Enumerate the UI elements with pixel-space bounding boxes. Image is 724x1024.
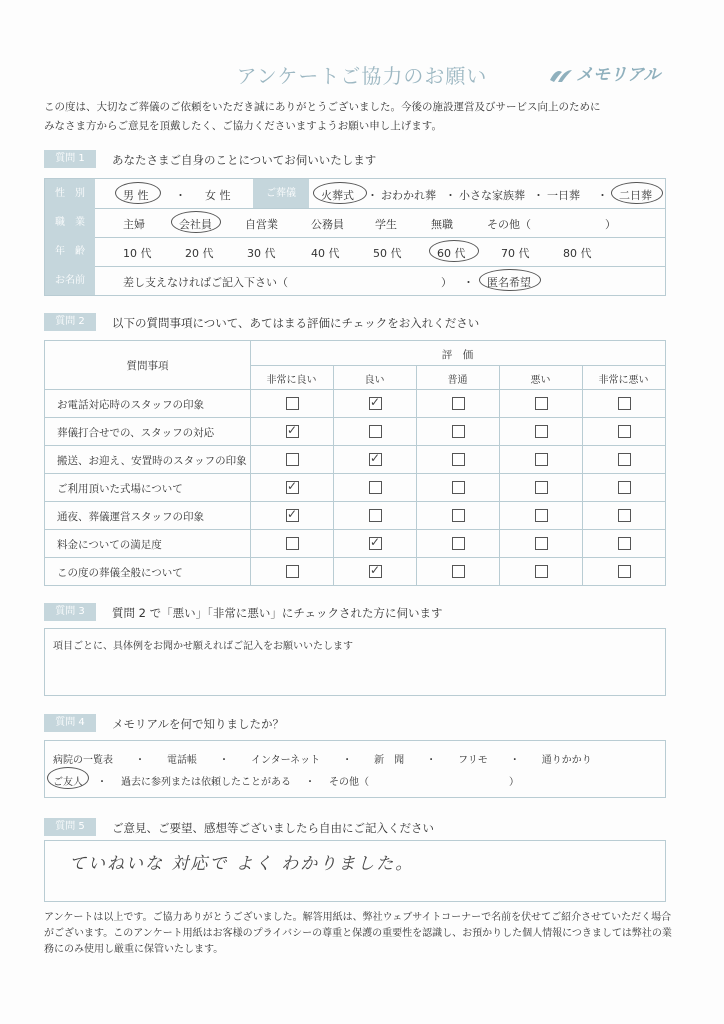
separator: ・ xyxy=(219,755,229,766)
q1-question: あなたさまご自身のことについてお伺いいたします xyxy=(112,153,377,167)
gender-male[interactable]: 男 性 xyxy=(123,189,149,202)
q2-checkbox[interactable] xyxy=(369,537,382,550)
q2-row-label: 料金についての満足度 xyxy=(57,539,162,551)
footer-line-1: アンケートは以上です。ご協力ありがとうございました。解答用紙は、弊社ウェブサイトコーナーで名前を伏せてご紹介させていただく場合 xyxy=(44,912,672,923)
funeral-option-1[interactable]: 火葬式 xyxy=(321,189,354,202)
q2-checkbox[interactable] xyxy=(618,565,631,578)
q4-option[interactable]: 病院の一覧表 xyxy=(53,755,113,766)
q3-question: 質問 2 で「悪い」「非常に悪い」にチェックされた方に伺います xyxy=(112,606,443,620)
q1-row-name xyxy=(45,266,665,295)
footer-line-2: がございます。このアンケート用紙はお客様のプライバシーの尊重と保護の重要性を認識し、お預かりした個人情報につきましては弊社の業 xyxy=(44,928,672,939)
q2-checkbox[interactable] xyxy=(452,453,465,466)
q2-checkbox[interactable] xyxy=(452,565,465,578)
funeral-option-2[interactable]: おわかれ葬 xyxy=(381,189,436,202)
q5-handwritten-answer: ていねいな 対応で よく わかりました。 xyxy=(69,854,415,874)
q2-badge: 質問 2 xyxy=(44,313,96,331)
q2-checkbox[interactable] xyxy=(369,509,382,522)
q2-checkbox[interactable] xyxy=(286,537,299,550)
q2-checkbox[interactable] xyxy=(535,481,548,494)
name-sep: ・ xyxy=(463,276,474,289)
q2-checkbox[interactable] xyxy=(369,453,382,466)
q2-column-header: 非常に良い xyxy=(266,375,317,386)
q2-checkbox[interactable] xyxy=(535,509,548,522)
funeral-label: ご葬儀 xyxy=(253,179,309,208)
intro-line-1: この度は、大切なご葬儀のご依頼をいただき誠にありがとうございました。今後の施設運営及びサービス向上のために xyxy=(44,101,601,113)
intro-line-2: みなさま方からご意見を頂戴したく、ご協力くださいますようお願い申し上げます。 xyxy=(44,120,442,132)
logo-mark-icon xyxy=(548,66,574,84)
q2-checkbox[interactable] xyxy=(286,481,299,494)
q5-badge: 質問 5 xyxy=(44,818,96,836)
name-prompt[interactable]: 差し支えなければご記入下さい（ xyxy=(123,276,288,289)
q1-row-gender: 性 別 男 性 ・ 女 性 ご葬儀 火葬式 ・ おわかれ葬 ・ 小さな家族葬 ・ 一日葬 ・ 二日葬 xyxy=(45,179,665,209)
q2-checkbox[interactable] xyxy=(452,509,465,522)
anonymous-option[interactable]: 匿名希望 xyxy=(487,276,531,289)
footer-note xyxy=(44,910,684,958)
q4-option[interactable]: フリモ xyxy=(458,755,488,766)
q2-row-label: お電話対応時のスタッフの印象 xyxy=(57,399,204,411)
q2-row-label: ご利用頂いた式場について xyxy=(57,483,183,495)
age-60s-circle-mark xyxy=(429,240,479,262)
checkmark-icon: ✓ xyxy=(369,563,381,577)
funeral-option-5[interactable]: 二日葬 xyxy=(619,189,652,202)
employee-circle-mark xyxy=(171,211,221,233)
q2-checkbox[interactable] xyxy=(452,537,465,550)
q4-options-box xyxy=(44,740,666,798)
q2-checkbox[interactable] xyxy=(535,453,548,466)
q2-checkbox[interactable] xyxy=(618,537,631,550)
separator: ・ xyxy=(97,777,107,788)
q4-option[interactable]: 新 聞 xyxy=(374,755,405,766)
q1-row-age xyxy=(45,237,665,267)
q2-column-header: 良い xyxy=(364,375,385,386)
q2-checkbox[interactable] xyxy=(369,397,382,410)
checkmark-icon: ✓ xyxy=(286,479,298,493)
gender-label: 性 別 xyxy=(45,179,95,208)
age-80s[interactable]: 80 代 xyxy=(563,247,592,260)
job-unemployed[interactable]: 無職 xyxy=(431,218,453,231)
checkmark-icon: ✓ xyxy=(286,507,298,521)
age-30s[interactable]: 30 代 xyxy=(247,247,276,260)
separator: ・ xyxy=(509,755,520,766)
q2-checkbox[interactable] xyxy=(535,537,548,550)
q3-answer-box[interactable] xyxy=(44,628,666,696)
q4-option[interactable]: 通りかかり xyxy=(541,755,592,766)
checkmark-icon: ✓ xyxy=(369,535,381,549)
q4-option[interactable]: 過去に参列または依頼したことがある xyxy=(121,777,291,788)
page-title: アンケートご協力のお願い xyxy=(236,64,488,88)
q2-checkbox[interactable] xyxy=(452,481,465,494)
q2-question: 以下の質問事項について、あてはまる評価にチェックをお入れください xyxy=(112,316,480,330)
age-70s[interactable]: 70 代 xyxy=(501,247,530,260)
q4-badge: 質問 4 xyxy=(44,714,96,732)
q2-checkbox[interactable] xyxy=(535,397,548,410)
age-50s[interactable]: 50 代 xyxy=(373,247,402,260)
q2-checkbox[interactable] xyxy=(286,397,299,410)
q1-badge: 質問 1 xyxy=(44,150,96,168)
two-day-circle-mark xyxy=(611,182,663,204)
anonymous-circle-mark xyxy=(479,269,541,291)
job-housewife[interactable]: 主婦 xyxy=(123,218,145,231)
q2-row-label: 通夜、葬儀運営スタッフの印象 xyxy=(57,511,204,523)
q2-header-eval: 評 価 xyxy=(441,349,474,361)
q2-checkbox[interactable] xyxy=(618,481,631,494)
q2-column-header: 非常に悪い xyxy=(598,375,649,386)
q2-checkbox[interactable] xyxy=(535,425,548,438)
logo-text: メモリアル xyxy=(576,65,661,85)
separator: ・ xyxy=(342,755,353,766)
q2-header-item: 質問事項 xyxy=(126,360,169,372)
age-label: 年 齢 xyxy=(45,237,95,266)
male-circle-mark xyxy=(115,182,161,204)
job-label: 職 業 xyxy=(45,208,95,237)
q5-question: ご意見、ご要望、感想等ございましたら自由にご記入ください xyxy=(112,821,434,835)
q4-option[interactable]: その他（ xyxy=(329,777,369,788)
q2-checkbox[interactable] xyxy=(618,425,631,438)
q4-option: ） xyxy=(509,777,519,788)
q2-column-header: 悪い xyxy=(530,375,551,386)
funeral-option-4[interactable]: 一日葬 xyxy=(547,189,580,202)
q2-column-header: 普通 xyxy=(447,375,468,386)
q4-option[interactable]: 電話帳 xyxy=(167,755,197,766)
q4-option[interactable]: インターネット xyxy=(251,755,321,766)
q2-row-label: 搬送、お迎え、安置時のスタッフの印象 xyxy=(57,455,247,467)
q2-checkbox[interactable] xyxy=(618,509,631,522)
company-logo xyxy=(548,60,660,85)
q2-checkbox[interactable] xyxy=(369,425,382,438)
q3-box-instruction: 項目ごとに、具体例をお聞かせ願えればご記入をお願いいたします xyxy=(53,641,353,652)
job-other[interactable]: その他（ xyxy=(487,218,531,231)
gender-female[interactable]: 女 性 xyxy=(205,189,231,202)
q1-row-job xyxy=(45,208,665,238)
q2-checkbox[interactable] xyxy=(369,481,382,494)
name-label: お名前 xyxy=(45,266,95,295)
q2-checkbox[interactable] xyxy=(286,453,299,466)
age-60s[interactable]: 60 代 xyxy=(437,247,466,260)
checkmark-icon: ✓ xyxy=(369,395,381,409)
q2-rating-table xyxy=(44,340,666,586)
q2-checkbox[interactable] xyxy=(618,397,631,410)
q2-row-label: 葬儀打合せでの、スタッフの対応 xyxy=(57,427,215,439)
separator: ・ xyxy=(305,777,315,788)
q2-row-label: この度の葬儀全般について xyxy=(57,567,183,579)
gender-sep: ・ xyxy=(175,189,186,202)
q3-badge: 質問 3 xyxy=(44,603,96,621)
q2-checkbox[interactable] xyxy=(618,453,631,466)
intro-text xyxy=(44,98,684,136)
q2-checkbox[interactable] xyxy=(369,565,382,578)
name-close: ） xyxy=(441,276,452,289)
q4-option[interactable]: ご友人 xyxy=(53,777,83,788)
job-civil-servant[interactable]: 公務員 xyxy=(311,218,344,231)
job-self-employed[interactable]: 自営業 xyxy=(245,218,278,231)
age-40s[interactable]: 40 代 xyxy=(311,247,340,260)
funeral-option-3[interactable]: 小さな家族葬 xyxy=(459,189,525,202)
q2-checkbox[interactable] xyxy=(452,425,465,438)
job-other-close: ） xyxy=(605,218,616,231)
q2-checkbox[interactable] xyxy=(286,565,299,578)
funeral-circle-mark xyxy=(313,182,367,204)
q2-checkbox[interactable] xyxy=(286,509,299,522)
q4-question: メモリアルを何で知りましたか？ xyxy=(112,717,285,731)
q5-answer-box[interactable] xyxy=(44,840,666,902)
separator: ・ xyxy=(426,755,437,766)
footer-line-3: 務にのみ使用し厳重に保管いたします。 xyxy=(44,944,224,955)
separator: ・ xyxy=(135,755,145,766)
q1-table xyxy=(44,178,666,296)
friend-circle-mark xyxy=(47,767,89,789)
checkmark-icon: ✓ xyxy=(286,423,298,437)
checkmark-icon: ✓ xyxy=(369,451,381,465)
age-10s[interactable]: 10 代 xyxy=(123,247,152,260)
q2-checkbox[interactable] xyxy=(286,425,299,438)
age-20s[interactable]: 20 代 xyxy=(185,247,214,260)
job-student[interactable]: 学生 xyxy=(375,218,397,231)
q2-checkbox[interactable] xyxy=(452,397,465,410)
q2-checkbox[interactable] xyxy=(535,565,548,578)
job-employee[interactable]: 会社員 xyxy=(179,218,212,231)
